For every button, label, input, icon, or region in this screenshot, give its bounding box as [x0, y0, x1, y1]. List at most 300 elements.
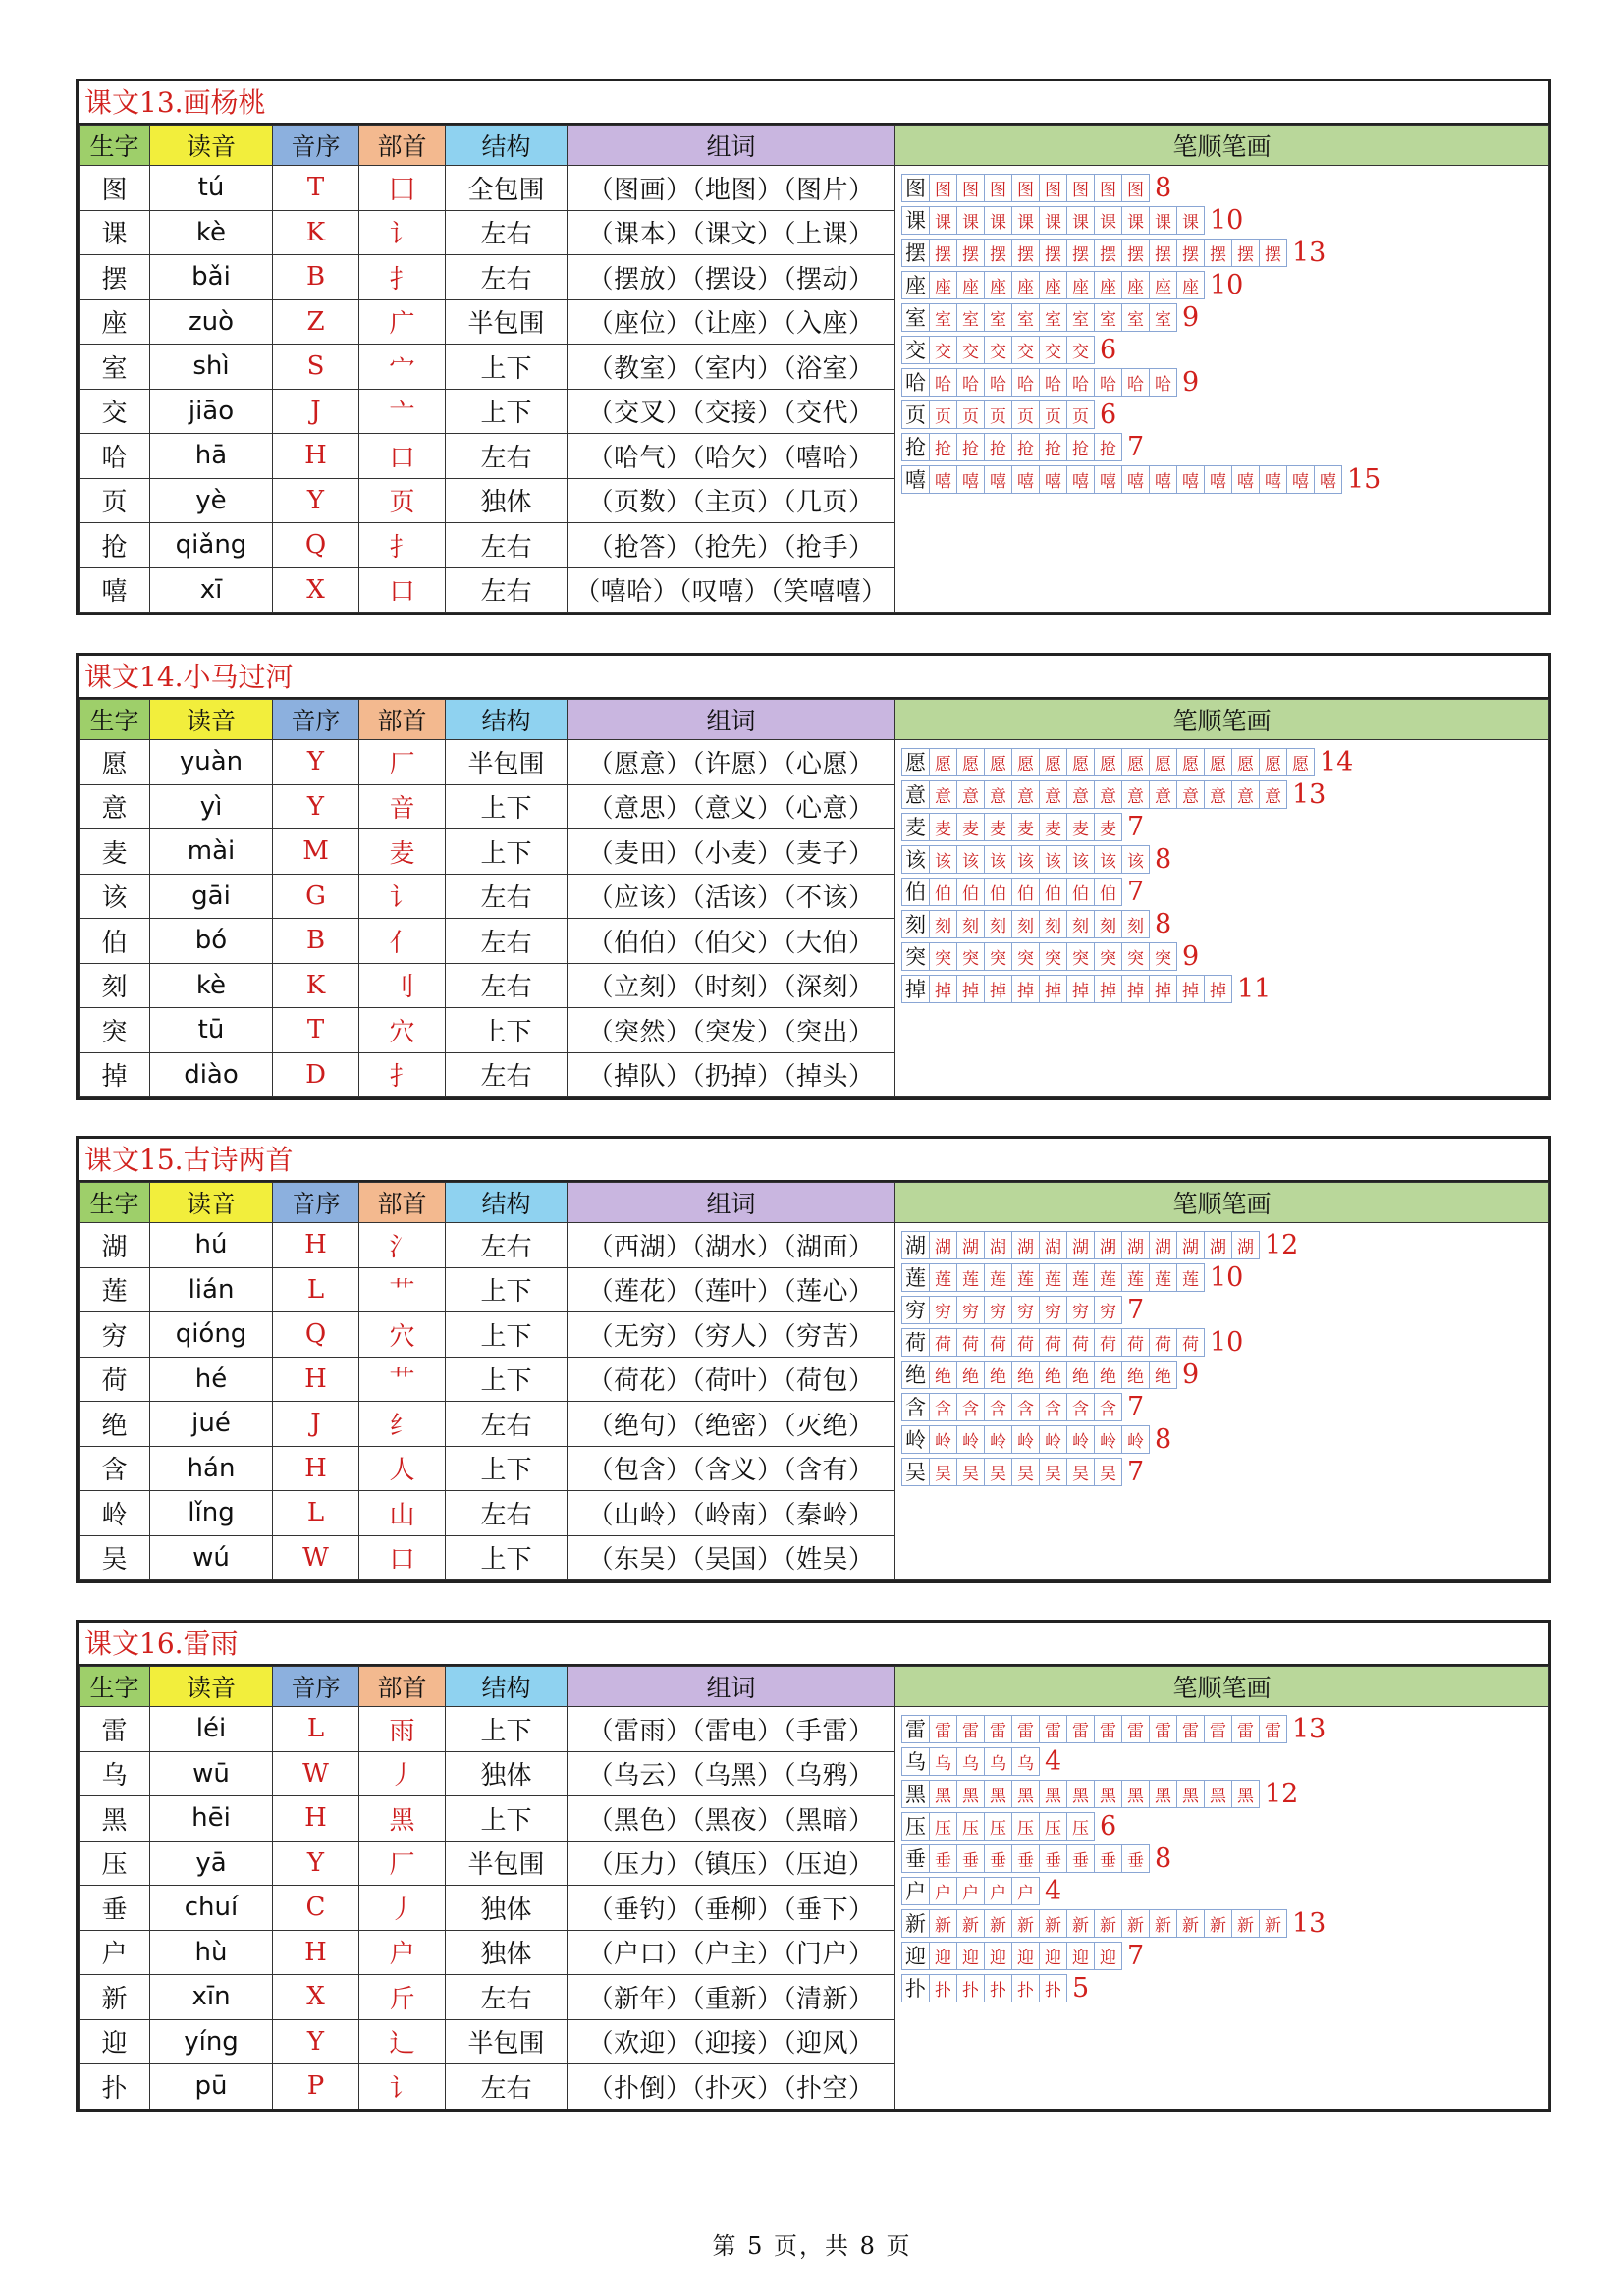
stroke-order-row	[901, 464, 1543, 494]
stroke-char-box: 新	[901, 1909, 930, 1938]
stroke-order-row	[901, 270, 1543, 299]
header-index: 音序	[273, 126, 359, 166]
cell-structure: 左右	[446, 567, 568, 613]
stroke-step-box: 湖	[1121, 1231, 1150, 1259]
stroke-step-box: 含	[929, 1393, 957, 1421]
stroke-step-box: 愿	[1259, 748, 1287, 776]
stroke-count: 7	[1127, 431, 1145, 462]
stroke-step-box: 绝	[1039, 1361, 1067, 1389]
cell-char: 穷	[80, 1312, 150, 1358]
table-row	[80, 1223, 1549, 1268]
cell-words: （户口）（户主）（门户）	[568, 1930, 895, 1975]
header-radical: 部首	[359, 126, 446, 166]
cell-radical: 户	[359, 1930, 446, 1975]
stroke-order-row	[901, 1843, 1543, 1873]
stroke-step-box: 该	[956, 845, 985, 874]
stroke-step-box: 意	[956, 780, 985, 809]
stroke-step-box: 乌	[984, 1747, 1012, 1776]
cell-words: （东吴）（吴国）（姓吴）	[568, 1535, 895, 1580]
cell-pinyin: mài	[150, 829, 273, 875]
cell-index: Y	[273, 1841, 359, 1886]
stroke-step-box: 迎	[1094, 1942, 1122, 1970]
table-row	[80, 1707, 1549, 1752]
header-radical: 部首	[359, 700, 446, 740]
stroke-step-box: 室	[1121, 303, 1150, 332]
stroke-order-row	[901, 779, 1543, 809]
stroke-step-box: 座	[1176, 271, 1205, 299]
cell-structure: 左右	[446, 1052, 568, 1097]
stroke-step-box: 抢	[1066, 433, 1095, 461]
stroke-order-row	[901, 974, 1543, 1003]
stroke-step-box: 湖	[1149, 1231, 1177, 1259]
stroke-step-box: 掉	[1039, 975, 1067, 1003]
stroke-step-box: 突	[1039, 942, 1067, 971]
stroke-step-box: 麦	[956, 813, 985, 841]
cell-pinyin: kè	[150, 210, 273, 255]
stroke-step-box: 吴	[1094, 1458, 1122, 1486]
cell-index: Q	[273, 523, 359, 568]
stroke-step-box: 垂	[1066, 1844, 1095, 1873]
cell-radical: 口	[359, 1535, 446, 1580]
cell-pinyin: hù	[150, 1930, 273, 1975]
stroke-step-box: 岭	[929, 1425, 957, 1454]
stroke-step-box: 雷	[929, 1715, 957, 1743]
stroke-step-box: 愿	[1149, 748, 1177, 776]
stroke-step-box: 愿	[956, 748, 985, 776]
stroke-step-box: 新	[1039, 1909, 1067, 1938]
cell-pinyin: bó	[150, 919, 273, 964]
stroke-step-box: 意	[1149, 780, 1177, 809]
stroke-step-box: 吴	[1066, 1458, 1095, 1486]
stroke-step-box: 哈	[956, 368, 985, 397]
stroke-step-box: 绝	[1011, 1361, 1040, 1389]
stroke-step-box: 掉	[929, 975, 957, 1003]
stroke-count: 10	[1210, 204, 1244, 236]
cell-radical: 亻	[359, 919, 446, 964]
stroke-step-box: 突	[956, 942, 985, 971]
stroke-step-box: 该	[1121, 845, 1150, 874]
cell-radical: 扌	[359, 523, 446, 568]
stroke-step-box: 岭	[1094, 1425, 1122, 1454]
stroke-order-row	[901, 1908, 1543, 1938]
stroke-step-box: 伯	[956, 878, 985, 906]
stroke-order-row	[901, 1327, 1543, 1357]
cell-structure: 独体	[446, 1751, 568, 1796]
cell-words: （欢迎）（迎接）（迎风）	[568, 2019, 895, 2064]
stroke-step-box: 荷	[956, 1328, 985, 1357]
stroke-count: 15	[1347, 463, 1381, 495]
header-index: 音序	[273, 1183, 359, 1223]
stroke-step-box: 岭	[1011, 1425, 1040, 1454]
stroke-step-box: 意	[1259, 780, 1287, 809]
stroke-step-box: 抢	[956, 433, 985, 461]
stroke-step-box: 伯	[1039, 878, 1067, 906]
stroke-char-box: 意	[901, 780, 930, 809]
stroke-count: 11	[1237, 973, 1272, 1004]
header-words: 组词	[568, 1667, 895, 1707]
stroke-step-box: 该	[1094, 845, 1122, 874]
stroke-step-box: 刻	[929, 910, 957, 938]
cell-index: Y	[273, 2019, 359, 2064]
stroke-step-box: 嘻	[1176, 465, 1205, 494]
cell-char: 绝	[80, 1402, 150, 1447]
cell-pinyin: chuí	[150, 1886, 273, 1931]
stroke-step-box: 穷	[1094, 1296, 1122, 1324]
header-radical: 部首	[359, 1183, 446, 1223]
cell-words: （山岭）（岭南）（秦岭）	[568, 1491, 895, 1536]
cell-index: W	[273, 1535, 359, 1580]
stroke-step-box: 伯	[929, 878, 957, 906]
stroke-step-box: 绝	[984, 1361, 1012, 1389]
stroke-step-box: 乌	[956, 1747, 985, 1776]
stroke-step-box: 刻	[1121, 910, 1150, 938]
stroke-step-box: 新	[929, 1909, 957, 1938]
stroke-step-box: 麦	[929, 813, 957, 841]
lesson-title: 课文14.小马过河	[79, 656, 1548, 699]
table-row	[80, 166, 1549, 211]
cell-char: 掉	[80, 1052, 150, 1097]
cell-char: 扑	[80, 2064, 150, 2109]
stroke-step-box: 突	[1149, 942, 1177, 971]
stroke-char-box: 座	[901, 271, 930, 299]
header-char: 生字	[80, 126, 150, 166]
stroke-step-box: 嘻	[929, 465, 957, 494]
cell-radical: 雨	[359, 1707, 446, 1752]
stroke-step-box: 座	[1094, 271, 1122, 299]
cell-index: D	[273, 1052, 359, 1097]
stroke-count: 4	[1045, 1745, 1062, 1777]
cell-pinyin: hán	[150, 1446, 273, 1491]
stroke-step-box: 摆	[1231, 239, 1260, 267]
stroke-char-box: 摆	[901, 239, 930, 267]
stroke-step-box: 哈	[984, 368, 1012, 397]
cell-words: （抢答）（抢先）（抢手）	[568, 523, 895, 568]
stroke-step-box: 页	[956, 400, 985, 429]
stroke-step-box: 穷	[1039, 1296, 1067, 1324]
lesson-title: 课文13.画杨桃	[79, 81, 1548, 125]
table-header-row	[80, 700, 1549, 740]
character-table	[79, 1666, 1549, 2109]
stroke-order-row	[901, 747, 1543, 776]
stroke-step-box: 摆	[1039, 239, 1067, 267]
stroke-step-box: 愿	[929, 748, 957, 776]
stroke-step-box: 垂	[1094, 1844, 1122, 1873]
stroke-step-box: 室	[1094, 303, 1122, 332]
header-structure: 结构	[446, 126, 568, 166]
stroke-order-row	[901, 335, 1543, 364]
stroke-step-box: 湖	[956, 1231, 985, 1259]
stroke-step-box: 迎	[1011, 1942, 1040, 1970]
stroke-step-box: 抢	[1039, 433, 1067, 461]
cell-pinyin: léi	[150, 1707, 273, 1752]
stroke-step-box: 抢	[1094, 433, 1122, 461]
stroke-count: 7	[1127, 1456, 1145, 1487]
cell-radical: 亠	[359, 389, 446, 434]
stroke-count: 13	[1292, 1713, 1326, 1744]
stroke-step-box: 绝	[1066, 1361, 1095, 1389]
stroke-step-box: 垂	[1121, 1844, 1150, 1873]
stroke-step-box: 抢	[984, 433, 1012, 461]
header-words: 组词	[568, 1183, 895, 1223]
cell-radical: 宀	[359, 345, 446, 390]
stroke-step-box: 刻	[1066, 910, 1095, 938]
stroke-step-box: 含	[1066, 1393, 1095, 1421]
stroke-step-box: 突	[1094, 942, 1122, 971]
stroke-count: 7	[1127, 876, 1145, 907]
stroke-char-box: 刻	[901, 910, 930, 938]
stroke-count: 13	[1292, 778, 1326, 810]
stroke-order-row	[901, 205, 1543, 235]
stroke-step-box: 交	[929, 336, 957, 364]
stroke-step-box: 垂	[1011, 1844, 1040, 1873]
stroke-count: 7	[1127, 1391, 1145, 1422]
stroke-step-box: 掉	[1011, 975, 1040, 1003]
cell-structure: 半包围	[446, 740, 568, 785]
stroke-count: 9	[1182, 940, 1200, 972]
lesson-section	[76, 79, 1551, 615]
cell-words: （扑倒）（扑灭）（扑空）	[568, 2064, 895, 2109]
cell-radical: 囗	[359, 166, 446, 211]
stroke-step-box: 掉	[1066, 975, 1095, 1003]
stroke-step-box: 意	[1231, 780, 1260, 809]
cell-radical: 厂	[359, 740, 446, 785]
cell-radical: 艹	[359, 1267, 446, 1312]
stroke-step-box: 室	[1066, 303, 1095, 332]
stroke-char-box: 页	[901, 400, 930, 429]
cell-char: 湖	[80, 1223, 150, 1268]
cell-char: 含	[80, 1446, 150, 1491]
stroke-step-box: 雷	[1039, 1715, 1067, 1743]
stroke-step-box: 交	[1066, 336, 1095, 364]
stroke-char-box: 掉	[901, 975, 930, 1003]
stroke-step-box: 新	[1011, 1909, 1040, 1938]
cell-structure: 上下	[446, 1446, 568, 1491]
stroke-step-box: 压	[1011, 1812, 1040, 1841]
stroke-order-row	[901, 877, 1543, 906]
stroke-step-box: 荷	[1011, 1328, 1040, 1357]
stroke-count: 10	[1210, 269, 1244, 300]
cell-words: （应该）（活该）（不该）	[568, 874, 895, 919]
table-row	[80, 740, 1549, 785]
stroke-step-box: 哈	[1094, 368, 1122, 397]
stroke-step-box: 黑	[1149, 1780, 1177, 1808]
stroke-step-box: 黑	[984, 1780, 1012, 1808]
stroke-step-box: 页	[1011, 400, 1040, 429]
stroke-step-box: 雷	[1149, 1715, 1177, 1743]
header-index: 音序	[273, 700, 359, 740]
stroke-order-row	[901, 1973, 1543, 2002]
stroke-step-box: 穷	[929, 1296, 957, 1324]
stroke-step-box: 意	[1204, 780, 1232, 809]
stroke-step-box: 含	[956, 1393, 985, 1421]
stroke-step-box: 室	[1039, 303, 1067, 332]
cell-structure: 上下	[446, 1312, 568, 1358]
cell-radical: 氵	[359, 1223, 446, 1268]
cell-char: 突	[80, 1008, 150, 1053]
stroke-step-box: 座	[1011, 271, 1040, 299]
stroke-step-box: 图	[1011, 174, 1040, 202]
stroke-order-row	[901, 1714, 1543, 1743]
cell-radical: 口	[359, 567, 446, 613]
stroke-step-box: 嘻	[956, 465, 985, 494]
header-strokes: 笔顺笔画	[895, 126, 1549, 166]
stroke-step-box: 嘻	[1094, 465, 1122, 494]
stroke-step-box: 图	[1121, 174, 1150, 202]
cell-char: 吴	[80, 1535, 150, 1580]
cell-radical: 丿	[359, 1751, 446, 1796]
stroke-step-box: 图	[1094, 174, 1122, 202]
stroke-count: 13	[1292, 237, 1326, 268]
stroke-step-box: 黑	[1039, 1780, 1067, 1808]
cell-char: 压	[80, 1841, 150, 1886]
cell-radical: 穴	[359, 1312, 446, 1358]
cell-pinyin: shì	[150, 345, 273, 390]
cell-words: （莲花）（莲叶）（莲心）	[568, 1267, 895, 1312]
cell-char: 抢	[80, 523, 150, 568]
cell-radical: 口	[359, 434, 446, 479]
stroke-step-box: 黑	[1204, 1780, 1232, 1808]
stroke-step-box: 乌	[1011, 1747, 1040, 1776]
cell-index: Z	[273, 299, 359, 345]
cell-structure: 上下	[446, 1707, 568, 1752]
cell-words: （雷雨）（雷电）（手雷）	[568, 1707, 895, 1752]
stroke-step-box: 黑	[1231, 1780, 1260, 1808]
stroke-step-box: 吴	[929, 1458, 957, 1486]
stroke-step-box: 嘻	[1231, 465, 1260, 494]
stroke-step-box: 室	[1149, 303, 1177, 332]
stroke-step-box: 吴	[1039, 1458, 1067, 1486]
stroke-step-box: 室	[1011, 303, 1040, 332]
stroke-step-box: 课	[1066, 206, 1095, 235]
stroke-step-box: 雷	[956, 1715, 985, 1743]
cell-index: L	[273, 1491, 359, 1536]
stroke-step-box: 座	[956, 271, 985, 299]
stroke-step-box: 黑	[1011, 1780, 1040, 1808]
stroke-count: 9	[1182, 366, 1200, 398]
header-char: 生字	[80, 1183, 150, 1223]
stroke-step-box: 摆	[1011, 239, 1040, 267]
stroke-count: 8	[1155, 843, 1172, 875]
lesson-section	[76, 1136, 1551, 1583]
stroke-step-box: 麦	[1094, 813, 1122, 841]
cell-char: 岭	[80, 1491, 150, 1536]
stroke-step-box: 扑	[1011, 1974, 1040, 2002]
header-words: 组词	[568, 700, 895, 740]
stroke-step-box: 愿	[1066, 748, 1095, 776]
stroke-step-box: 荷	[984, 1328, 1012, 1357]
cell-index: Q	[273, 1312, 359, 1358]
stroke-step-box: 麦	[1039, 813, 1067, 841]
table-header-row	[80, 1667, 1549, 1707]
stroke-char-box: 户	[901, 1877, 930, 1905]
stroke-step-box: 湖	[1231, 1231, 1260, 1259]
stroke-step-box: 伯	[984, 878, 1012, 906]
cell-pinyin: yè	[150, 478, 273, 523]
cell-index: H	[273, 1357, 359, 1402]
stroke-order-row	[901, 941, 1543, 971]
stroke-step-box: 摆	[1259, 239, 1287, 267]
stroke-step-box: 意	[984, 780, 1012, 809]
cell-index: G	[273, 874, 359, 919]
stroke-step-box: 雷	[1204, 1715, 1232, 1743]
stroke-count: 8	[1155, 1842, 1172, 1874]
stroke-step-box: 户	[929, 1877, 957, 1905]
character-table	[79, 699, 1549, 1097]
cell-pinyin: hēi	[150, 1796, 273, 1842]
cell-index: X	[273, 567, 359, 613]
character-table	[79, 1182, 1549, 1580]
stroke-step-box: 莲	[929, 1263, 957, 1292]
stroke-step-box: 绝	[1149, 1361, 1177, 1389]
header-strokes: 笔顺笔画	[895, 1667, 1549, 1707]
stroke-step-box: 扑	[929, 1974, 957, 2002]
stroke-step-box: 户	[956, 1877, 985, 1905]
stroke-step-box: 该	[984, 845, 1012, 874]
stroke-char-box: 莲	[901, 1263, 930, 1292]
cell-radical: 讠	[359, 874, 446, 919]
table-header-row	[80, 1183, 1549, 1223]
stroke-char-box: 绝	[901, 1361, 930, 1389]
stroke-count: 6	[1100, 334, 1117, 365]
stroke-step-box: 座	[1066, 271, 1095, 299]
stroke-step-box: 座	[1121, 271, 1150, 299]
stroke-step-box: 绝	[1121, 1361, 1150, 1389]
stroke-order-row	[901, 909, 1543, 938]
stroke-step-box: 新	[1094, 1909, 1122, 1938]
cell-words: （西湖）（湖水）（湖面）	[568, 1223, 895, 1268]
stroke-step-box: 户	[984, 1877, 1012, 1905]
stroke-step-box: 荷	[1094, 1328, 1122, 1357]
cell-radical: 厂	[359, 1841, 446, 1886]
cell-pinyin: xī	[150, 567, 273, 613]
cell-words: （黑色）（黑夜）（黑暗）	[568, 1796, 895, 1842]
stroke-step-box: 绝	[956, 1361, 985, 1389]
stroke-order-row	[901, 1457, 1543, 1486]
stroke-step-box: 雷	[1094, 1715, 1122, 1743]
stroke-step-box: 新	[1066, 1909, 1095, 1938]
stroke-step-box: 摆	[1094, 239, 1122, 267]
stroke-step-box: 抢	[929, 433, 957, 461]
cell-index: L	[273, 1267, 359, 1312]
cell-radical: 讠	[359, 210, 446, 255]
lesson-section	[76, 1620, 1551, 2112]
stroke-step-box: 突	[929, 942, 957, 971]
header-index: 音序	[273, 1667, 359, 1707]
cell-structure: 独体	[446, 1930, 568, 1975]
cell-char: 课	[80, 210, 150, 255]
cell-pinyin: pū	[150, 2064, 273, 2109]
stroke-step-box: 该	[1066, 845, 1095, 874]
stroke-step-box: 哈	[1039, 368, 1067, 397]
stroke-step-box: 课	[984, 206, 1012, 235]
stroke-count: 6	[1100, 399, 1117, 430]
stroke-step-box: 湖	[929, 1231, 957, 1259]
cell-words: （垂钓）（垂柳）（垂下）	[568, 1886, 895, 1931]
stroke-count: 7	[1127, 811, 1145, 842]
cell-structure: 半包围	[446, 299, 568, 345]
stroke-step-box: 抢	[1011, 433, 1040, 461]
cell-pinyin: xīn	[150, 1975, 273, 2020]
cell-char: 嘻	[80, 567, 150, 613]
stroke-step-box: 莲	[1039, 1263, 1067, 1292]
cell-index: Y	[273, 740, 359, 785]
stroke-char-box: 麦	[901, 813, 930, 841]
stroke-step-box: 迎	[1066, 1942, 1095, 1970]
cell-pinyin: diào	[150, 1052, 273, 1097]
cell-structure: 上下	[446, 1357, 568, 1402]
stroke-step-box: 座	[1039, 271, 1067, 299]
stroke-step-box: 黑	[1176, 1780, 1205, 1808]
